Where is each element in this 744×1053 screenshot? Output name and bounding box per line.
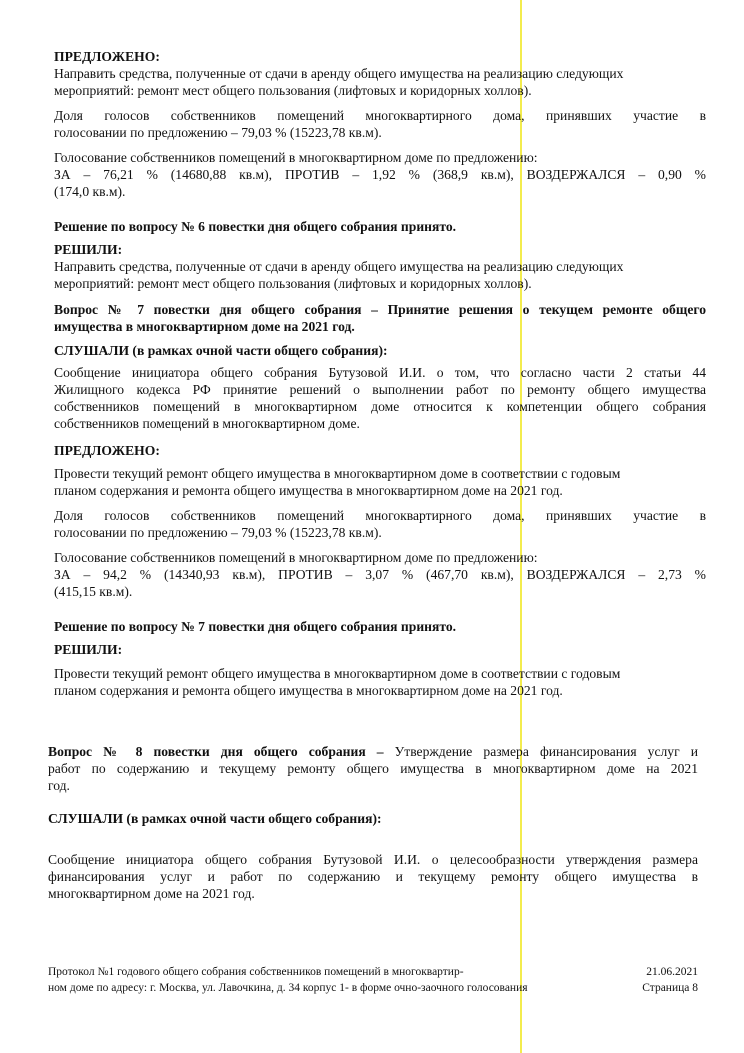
proposed-heading-1: ПРЕДЛОЖЕНО: [54,49,160,64]
proposed-text-2: Провести текущий ремонт общего имущества в многоквартирном доме в соответствии с годовым планом содержания и ремонта общего имущества в многоквартирном доме на 2021 год. [54,466,621,498]
footer-protocol-line-1: Протокол №1 годового общего собрания собственников помещений в многоквартир- [48,966,464,978]
decided-text-1: Направить средства, полученные от сдачи в аренду общего имущества на реализацию следующих мероприятий: ремонт мест общего пользования (лифтовых и коридорных холлов). [54,259,624,291]
proposed-text-1: Направить средства, полученные от сдачи в аренду общего имущества на реализацию следующих мероприятий: ремонт мест общего пользования (лифтовых и коридорных холлов). [54,66,624,98]
question-8: Вопрос № 8 повестки дня общего собрания – Утверждение размера финансирования услуг и работ по содержанию и текущему ремонту общего имущества в многоквартирном доме на 2021 год. [48,744,699,793]
vote-results-2: Голосование собственников помещений в многоквартирном доме по предложению: ЗА – 94,2 % (14340,93 кв.м), ПРОТИВ – 3,07 % (467,70 кв.м), ВОЗДЕРЖАЛСЯ – 2,73 % (415,15 кв.м). [54,550,706,599]
heard-text-1: Сообщение инициатора общего собрания Бутузовой И.И. о том, что согласно части 2 статьи 44 Жилищного кодекса РФ принятие решений о выполнении работ по ремонту общего имущества собственников помещений в многоквартирном доме относится к компетенции общего собрания собственников помещений в многоквартирном доме. [54,365,706,431]
footer-page-number: Страница 8 [642,982,698,994]
vote-results-1: Голосование собственников помещений в многоквартирном доме по предложению: ЗА – 76,21 % (14680,88 кв.м), ПРОТИВ – 1,92 % (368,9 кв.м), ВОЗДЕРЖАЛСЯ – 0,90 % (174,0 кв.м). [54,150,706,199]
decided-heading-2: РЕШИЛИ: [54,642,123,657]
vote-share-2: Доля голосов собственников помещений многоквартирного дома, принявших участие в голосовании по предложению – 79,03 % (15223,78 кв.м). [54,508,706,540]
footer-date: 21.06.2021 [646,966,698,978]
heard-heading-2: СЛУШАЛИ (в рамках очной части общего собрания): [48,811,382,826]
proposed-heading-2: ПРЕДЛОЖЕНО: [54,443,160,458]
decision-q6: Решение по вопросу № 6 повестки дня общего собрания принято. [54,219,457,234]
footer-protocol-line-2: ном доме по адресу: г. Москва, ул. Лавочкина, д. 34 корпус 1- в форме очно-заочного голосования [48,982,528,994]
heard-text-2: Сообщение инициатора общего собрания Бутузовой И.И. о целесообразности утверждения размера финансирования услуг и работ по содержанию и текущему ремонту общего имущества в многоквартирном доме на 2021 год. [48,852,698,901]
decision-q7: Решение по вопросу № 7 повестки дня общего собрания принято. [54,619,457,634]
page-footer [48,964,698,996]
question-8-title: Вопрос № 8 повестки дня общего собрания – [48,744,384,759]
heard-heading-1: СЛУШАЛИ (в рамках очной части общего собрания): [54,343,388,358]
decided-text-2: Провести текущий ремонт общего имущества в многоквартирном доме в соответствии с годовым планом содержания и ремонта общего имущества в многоквартирном доме на 2021 год. [54,666,621,698]
decided-heading-1: РЕШИЛИ: [54,242,123,257]
vote-share-1: Доля голосов собственников помещений многоквартирного дома, принявших участие в голосовании по предложению – 79,03 % (15223,78 кв.м). [54,108,706,140]
question-7: Вопрос № 7 повестки дня общего собрания – Принятие решения о текущем ремонте общего имущества в многоквартирном доме на 2021 год. [54,302,706,334]
